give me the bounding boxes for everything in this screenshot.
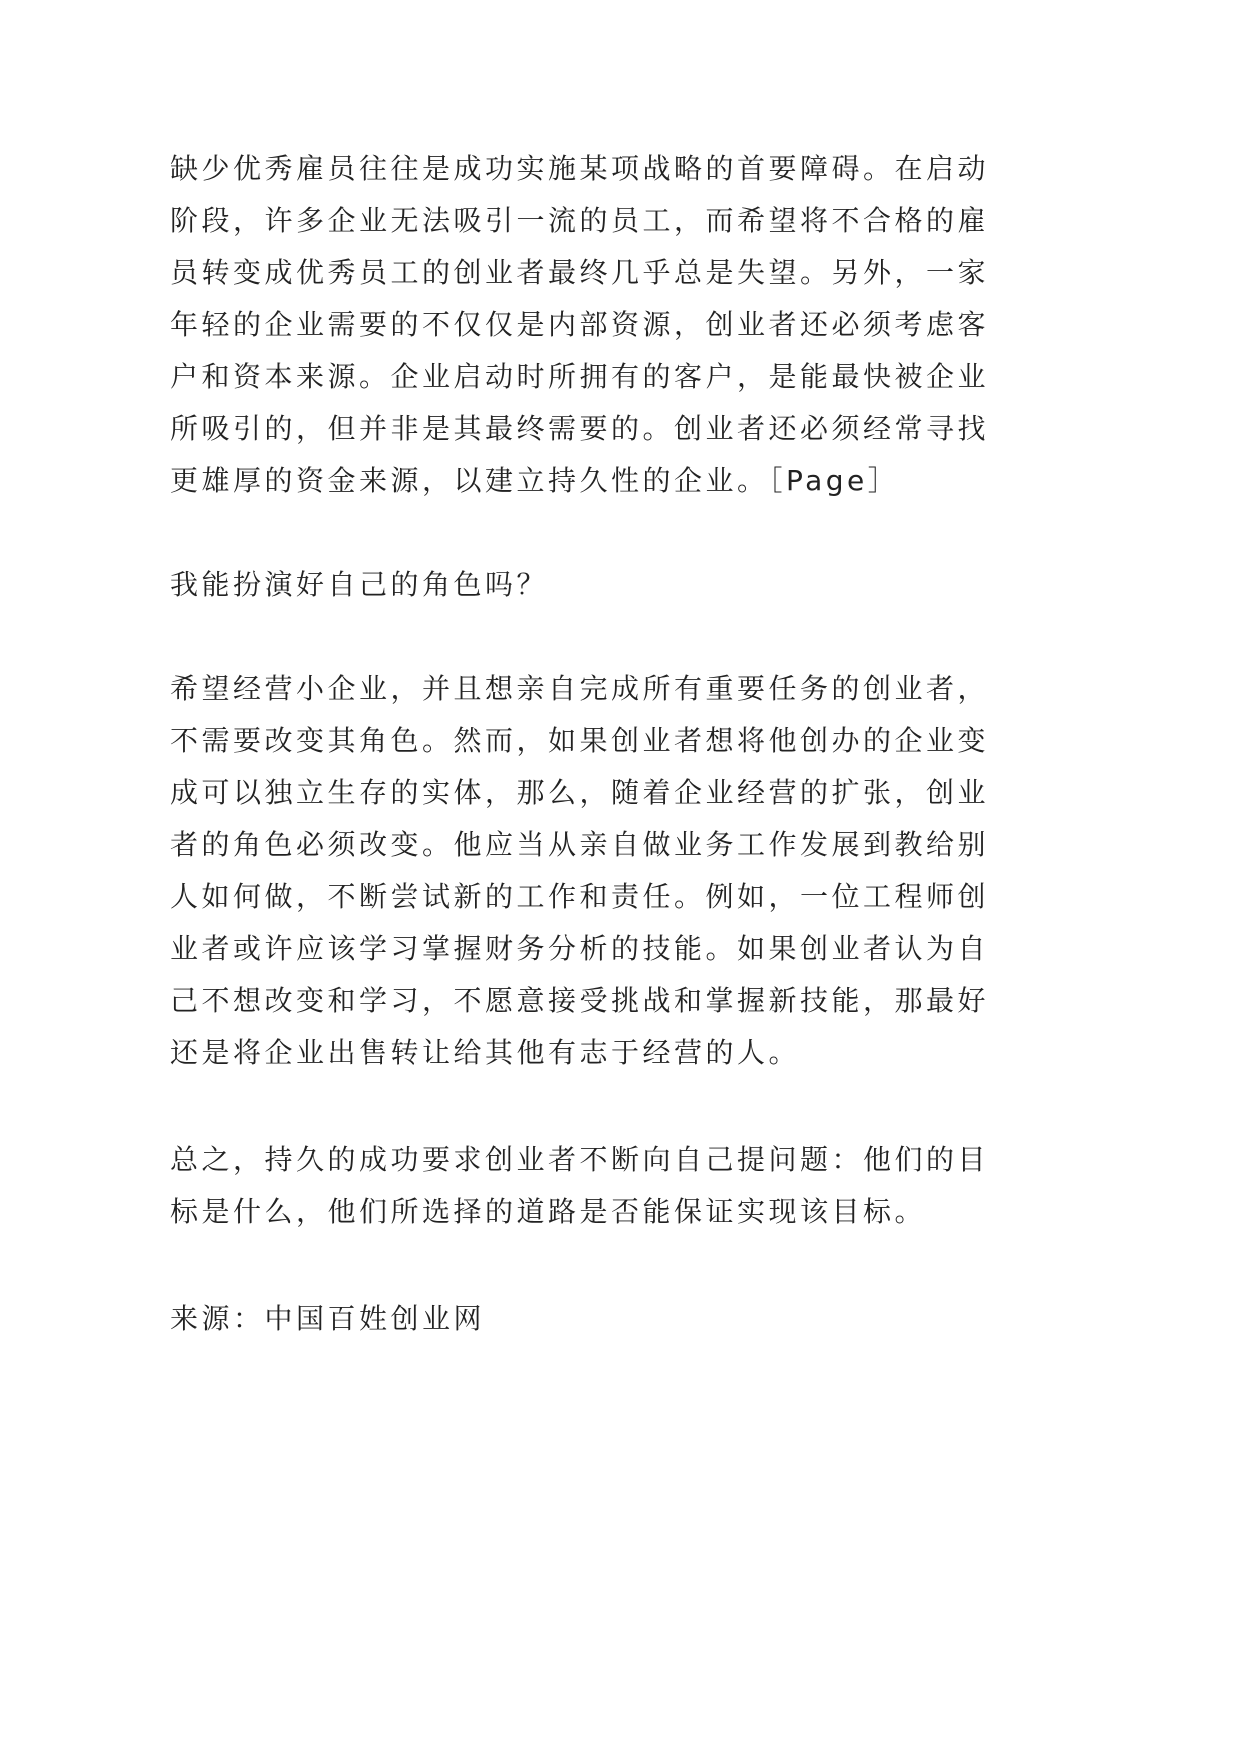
paragraph-2 [170, 663, 990, 1079]
paragraph-line: 者的角色必须改变。他应当从亲自做业务工作发展到教给别 [170, 828, 990, 861]
paragraph-line: 不需要改变其角色。然而，如果创业者想将他创办的企业变 [170, 724, 990, 757]
paragraph-line: 员转变成优秀员工的创业者最终几乎总是失望。另外，一家 [170, 256, 990, 289]
paragraph-3 [170, 1134, 990, 1238]
paragraph-line: 己不想改变和学习，不愿意接受挑战和掌握新技能，那最好 [170, 984, 990, 1017]
paragraph-line: 希望经营小企业，并且想亲自完成所有重要任务的创业者， [170, 672, 990, 705]
paragraph-line: 标是什么，他们所选择的道路是否能保证实现该目标。 [170, 1195, 927, 1228]
paragraph-line: 年轻的企业需要的不仅仅是内部资源，创业者还必须考虑客 [170, 308, 990, 341]
section-heading: 我能扮演好自己的角色吗？ [170, 568, 549, 601]
paragraph-line: 户和资本来源。企业启动时所拥有的客户，是能最快被企业 [170, 360, 990, 393]
paragraph-spacer [170, 1079, 950, 1134]
paragraph-line: 缺少优秀雇员往往是成功实施某项战略的首要障碍。在启动 [170, 152, 990, 185]
source-line: 来源：中国百姓创业网 [170, 1302, 486, 1335]
paragraph-1 [170, 143, 990, 507]
paragraph-line: 更雄厚的资金来源，以建立持久性的企业。［Page］ [170, 464, 900, 497]
paragraph-line: 所吸引的，但并非是其最终需要的。创业者还必须经常寻找 [170, 412, 990, 445]
document-body [170, 143, 990, 1345]
paragraph-line: 业者或许应该学习掌握财务分析的技能。如果创业者认为自 [170, 932, 990, 965]
paragraph-line: 总之，持久的成功要求创业者不断向自己提问题：他们的目 [170, 1143, 990, 1176]
paragraph-line: 阶段，许多企业无法吸引一流的员工，而希望将不合格的雇 [170, 204, 990, 237]
paragraph-line: 成可以独立生存的实体，那么，随着企业经营的扩张，创业 [170, 776, 990, 809]
paragraph-spacer [170, 507, 950, 559]
paragraph-spacer [170, 611, 950, 663]
paragraph-line: 人如何做，不断尝试新的工作和责任。例如，一位工程师创 [170, 880, 990, 913]
paragraph-line: 还是将企业出售转让给其他有志于经营的人。 [170, 1036, 801, 1069]
paragraph-spacer [170, 1238, 950, 1293]
